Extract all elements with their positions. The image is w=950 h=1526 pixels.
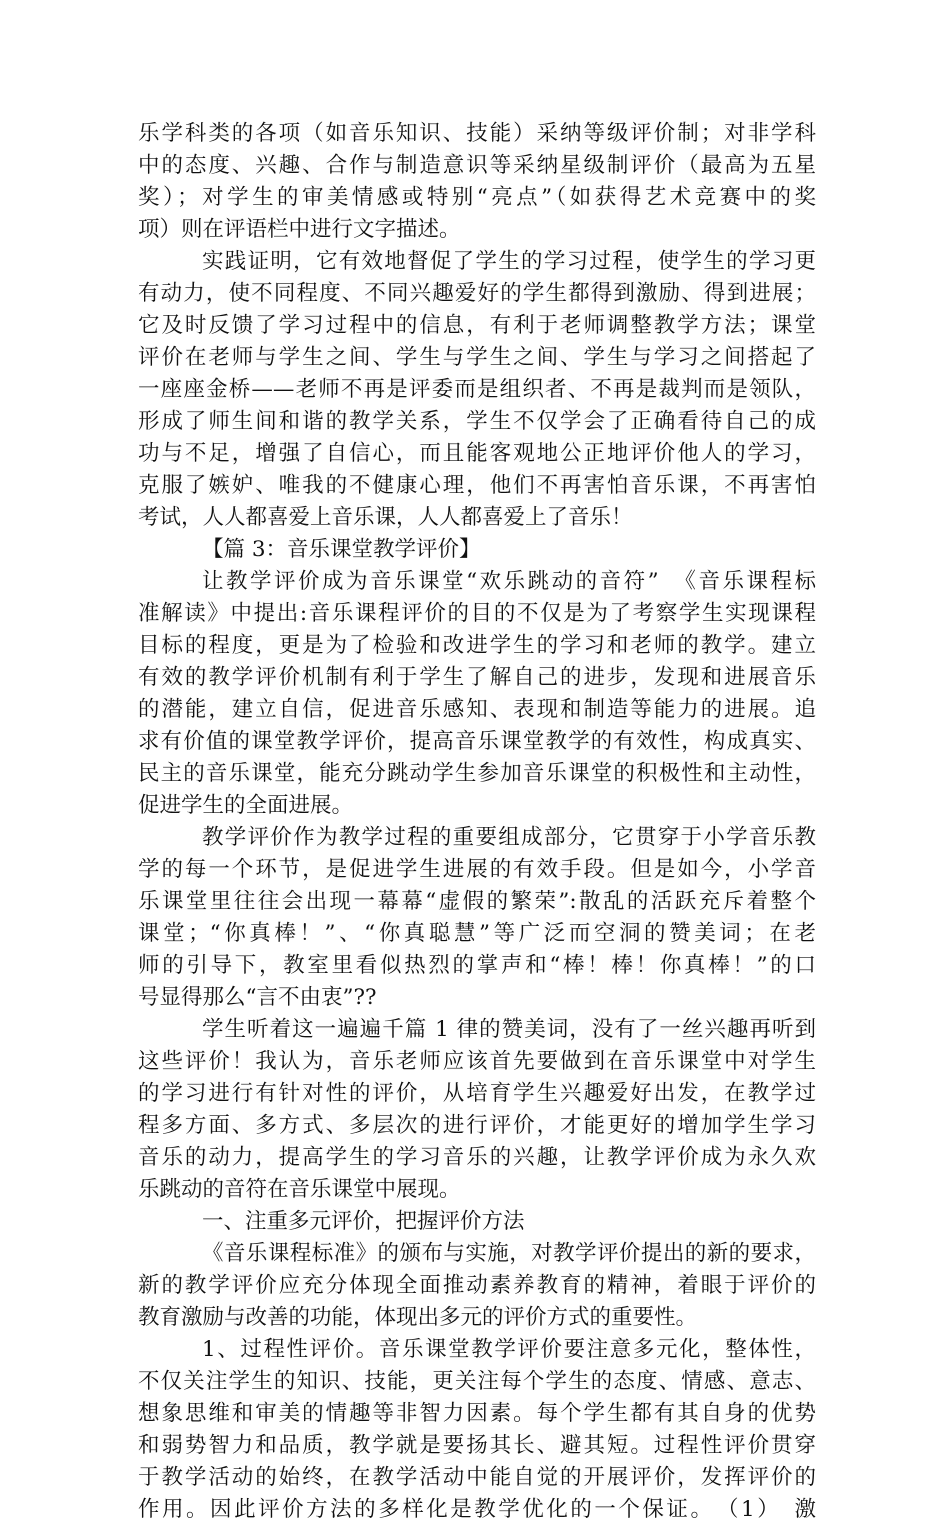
text-line: 考试，人人都喜爱上音乐课，人人都喜爱上了音乐！ <box>138 505 633 530</box>
text-line: 这些评价！我认为，音乐老师应该首先要做到在音乐课堂中对学生 <box>138 1049 816 1074</box>
text-line: 目标的程度，更是为了检验和改进学生的学习和老师的教学。建立 <box>138 633 816 658</box>
text-line: 它及时反馈了学习过程中的信息，有利于老师调整教学方法；课堂 <box>138 313 816 338</box>
text-line: 课堂；“你真棒！”、“你真聪慧”等广泛而空洞的赞美词；在老 <box>138 921 816 946</box>
text-line: 师的引导下，教室里看似热烈的掌声和“棒！棒！你真棒！”的口 <box>138 953 816 978</box>
text-line: 不仅关注学生的知识、技能，更关注每个学生的态度、情感、意志、 <box>138 1369 816 1394</box>
text-line: 求有价值的课堂教学评价，提高音乐课堂教学的有效性，构成真实、 <box>138 729 816 754</box>
text-line: 和弱势智力和品质，教学就是要扬其长、避其短。过程性评价贯穿 <box>138 1433 816 1458</box>
text-line: 促进学生的全面进展。 <box>138 793 354 818</box>
text-line: 想象思维和审美的情趣等非智力因素。每个学生都有其自身的优势 <box>138 1401 816 1426</box>
text-line: 一、注重多元评价，把握评价方法 <box>202 1209 525 1234</box>
text-line: 项）则在评语栏中进行文字描述。 <box>138 217 461 242</box>
text-line: 【篇 3：音乐课堂教学评价】 <box>202 537 481 562</box>
text-line: 中的态度、兴趣、合作与制造意识等采纳星级制评价（最高为五星 <box>138 153 816 178</box>
text-line: 有动力，使不同程度、不同兴趣爱好的学生都得到激励、得到进展； <box>138 281 816 306</box>
text-line: 奖）；对学生的审美情感或特别“亮点”（如获得艺术竞赛中的奖 <box>138 185 816 210</box>
text-line: 音乐的动力，提高学生的学习音乐的兴趣，让教学评价成为永久欢 <box>138 1145 816 1170</box>
document-body <box>138 118 816 1526</box>
text-line: 新的教学评价应充分体现全面推动素养教育的精神，着眼于评价的 <box>138 1273 816 1298</box>
text-line: 学生听着这一遍遍千篇 1 律的赞美词，没有了一丝兴趣再听到 <box>202 1017 816 1042</box>
text-line: 的潜能，建立自信，促进音乐感知、表现和制造等能力的进展。追 <box>138 697 816 722</box>
text-line: 形成了师生间和谐的教学关系，学生不仅学会了正确看待自己的成 <box>138 409 816 434</box>
text-line: 民主的音乐课堂，能充分跳动学生参加音乐课堂的积极性和主动性， <box>138 761 816 786</box>
text-line: 乐学科类的各项（如音乐知识、技能）采纳等级评价制；对非学科 <box>138 121 816 146</box>
text-line: 功与不足，增强了自信心，而且能客观地公正地评价他人的学习， <box>138 441 816 466</box>
text-line: 乐课堂里往往会出现一幕幕“虚假的繁荣”:散乱的活跃充斥着整个 <box>138 889 816 914</box>
text-line: 作用。因此评价方法的多样化是教学优化的一个保证。 （1） 激 <box>138 1497 816 1522</box>
text-line: 实践证明，它有效地督促了学生的学习过程，使学生的学习更 <box>202 249 816 274</box>
text-line: 有效的教学评价机制有利于学生了解自己的进步，发现和进展音乐 <box>138 665 816 690</box>
text-line: 号显得那么“言不由衷”?? <box>138 985 377 1010</box>
text-line: 《音乐课程标准》的颁布与实施，对教学评价提出的新的要求， <box>202 1241 816 1266</box>
text-line: 的学习进行有针对性的评价，从培育学生兴趣爱好出发，在教学过 <box>138 1081 816 1106</box>
text-line: 克服了嫉妒、唯我的不健康心理，他们不再害怕音乐课，不再害怕 <box>138 473 816 498</box>
text-line: 教育激励与改善的功能，体现出多元的评价方式的重要性。 <box>138 1305 698 1330</box>
text-line: 准解读》中提出:音乐课程评价的目的不仅是为了考察学生实现课程 <box>138 601 816 626</box>
text-line: 乐跳动的音符在音乐课堂中展现。 <box>138 1177 461 1202</box>
text-line: 教学评价作为教学过程的重要组成部分，它贯穿于小学音乐教 <box>202 825 816 850</box>
text-line: 程多方面、多方式、多层次的进行评价，才能更好的增加学生学习 <box>138 1113 816 1138</box>
text-line: 评价在老师与学生之间、学生与学生之间、学生与学习之间搭起了 <box>138 345 816 370</box>
text-line: 学的每一个环节，是促进学生进展的有效手段。但是如今，小学音 <box>138 857 816 882</box>
text-line: 1、过程性评价。音乐课堂教学评价要注意多元化，整体性， <box>202 1337 816 1362</box>
text-line: 让教学评价成为音乐课堂“欢乐跳动的音符” 《音乐课程标 <box>202 569 816 594</box>
text-line: 一座座金桥——老师不再是评委而是组织者、不再是裁判而是领队， <box>138 377 816 402</box>
text-line: 于教学活动的始终，在教学活动中能自觉的开展评价，发挥评价的 <box>138 1465 816 1490</box>
